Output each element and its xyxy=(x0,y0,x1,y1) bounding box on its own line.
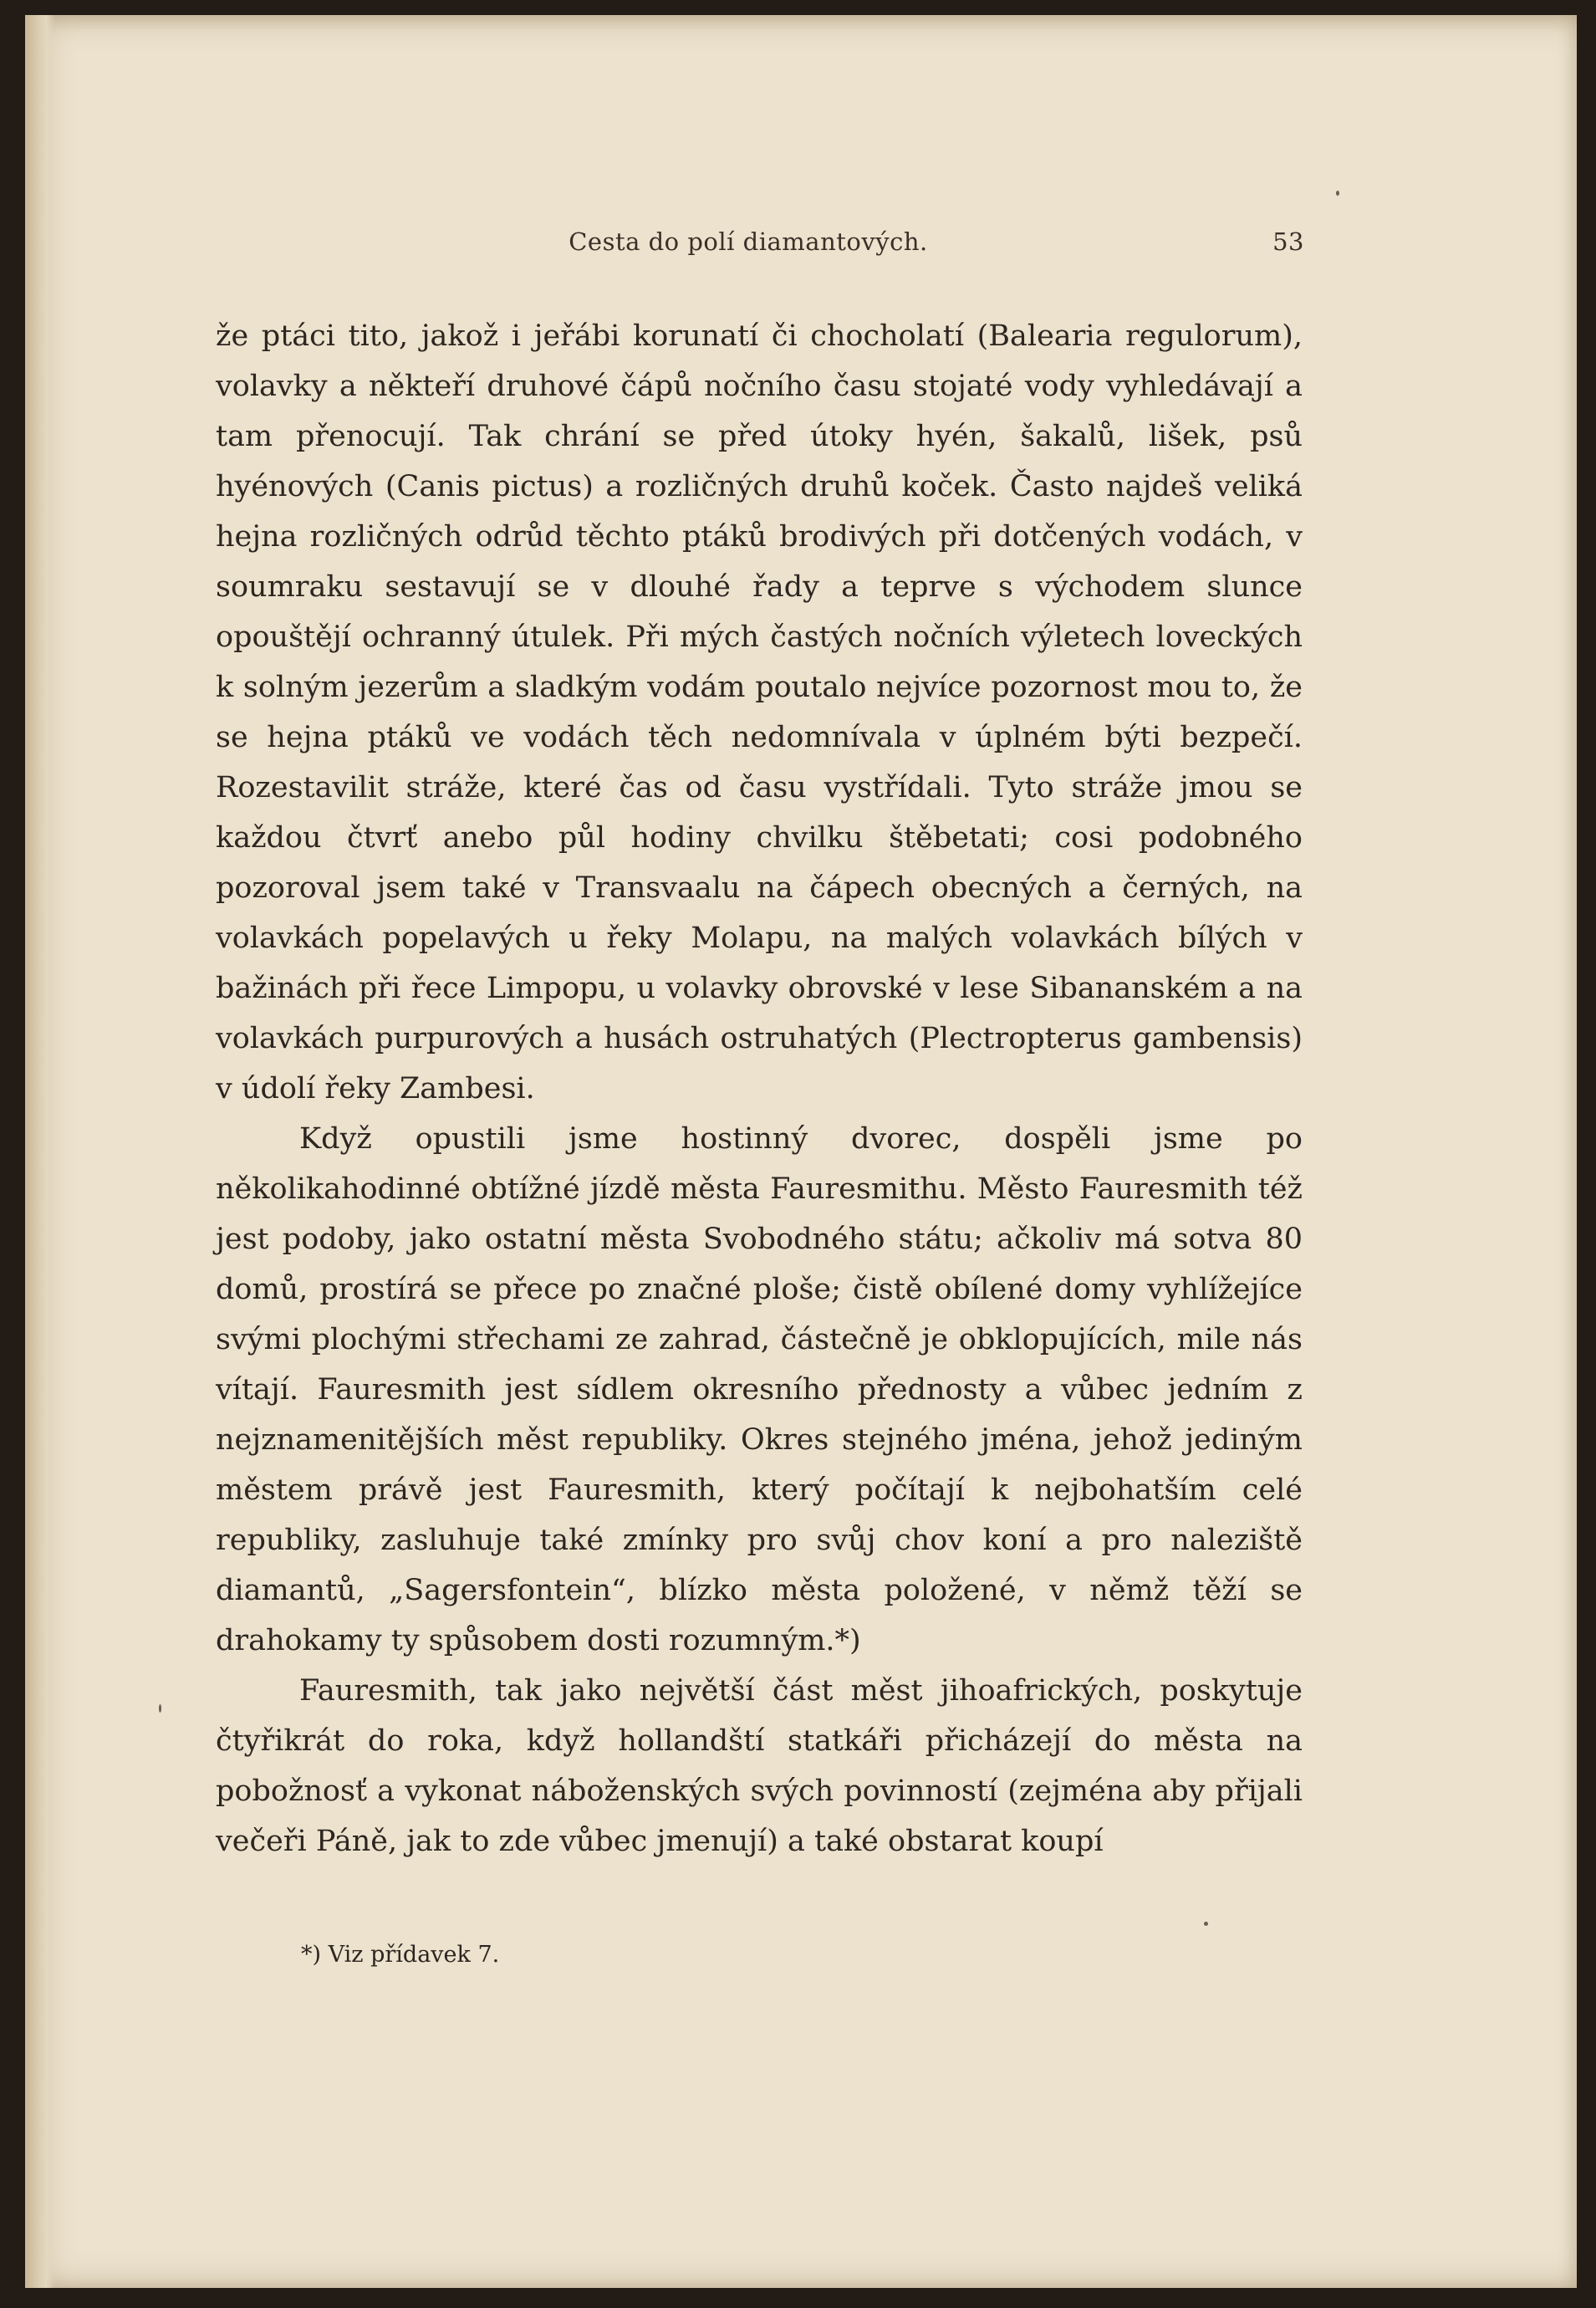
body-text xyxy=(216,311,1303,1866)
paper-speck xyxy=(1204,1922,1208,1926)
running-title: Cesta do polí diamantových. xyxy=(569,227,928,256)
paragraph-3: Fauresmith, tak jako největší část měst jihoafrických, poskytuje čtyřikrát do roka, když hollandští statkáři přicházejí do města na pobožnosť a vykonat náboženských svých povinností (zejména aby přijali večeři Páně, jak to zde vůbec jmenují) a také obstarat koupí xyxy=(216,1674,1303,1858)
paragraph-1: že ptáci tito, jakož i jeřábi korunatí či chocholatí (Balearia regulorum), volavky a někteří druhové čápů nočního času stojaté vody vyhledávají a tam přenocují. Tak chrání se před útoky hyén, šakalů, lišek, psů hyénových (Canis pictus) a rozličných druhů koček. Často najdeš veliká hejna rozličných odrůd těchto ptáků brodivých při dotčených vodách, v soumraku sestavují se v dlouhé řady a teprve s východem slunce opouštějí ochranný útulek. Při mých častých nočních výletech loveckých k solným jezerům a sladkým vodám poutalo nejvíce pozornost mou to, že se hejna ptáků ve vodách těch nedomnívala v úplném býti bezpečí. Rozestavilit stráže, které čas od času vystřídali. Tyto stráže jmou se každou čtvrť anebo půl hodiny chvilku štěbetati; cosi podobného pozoroval jsem také v Transvaalu na čápech obecných a černých, na volavkách popelavých u řeky Molapu, na malých volavkách bílých v bažinách při řece Limpopu, u volavky obrovské v lese Sibananském a na volavkách purpurových a husách ostruhatých (Plectropterus gambensis) v údolí řeky Zambesi. xyxy=(216,319,1303,1105)
running-header xyxy=(192,227,1304,268)
paper-speck xyxy=(159,1704,161,1713)
paragraph-2: Když opustili jsme hostinný dvorec, dospěli jsme po několikahodinné obtížné jízdě města Fauresmithu. Město Fauresmith též jest podoby, jako ostatní města Svobodného státu; ačkoliv má sotva 80 domů, prostírá se přece po značné ploše; čistě obílené domy vyhlížejíce svými plochými střechami ze zahrad, částečně je obklopujících, mile nás vítají. Fauresmith jest sídlem okresního přednosty a vůbec jedním z nejznamenitějších měst republiky. Okres stejného jména, jehož jediným městem právě jest Fauresmith, který počítají k nejbohatším celé republiky, zasluhuje také zmínky pro svůj chov koní a pro naleziště diamantů, „Sagersfontein“, blízko města položené, v němž těží se drahokamy ty spůsobem dosti rozumným.*) xyxy=(216,1122,1303,1657)
page-number: 53 xyxy=(1272,227,1304,256)
paper-speck xyxy=(1336,191,1339,196)
footnote: *) Viz přídavek 7. xyxy=(301,1942,500,1968)
page-binding-shadow xyxy=(25,15,55,2288)
